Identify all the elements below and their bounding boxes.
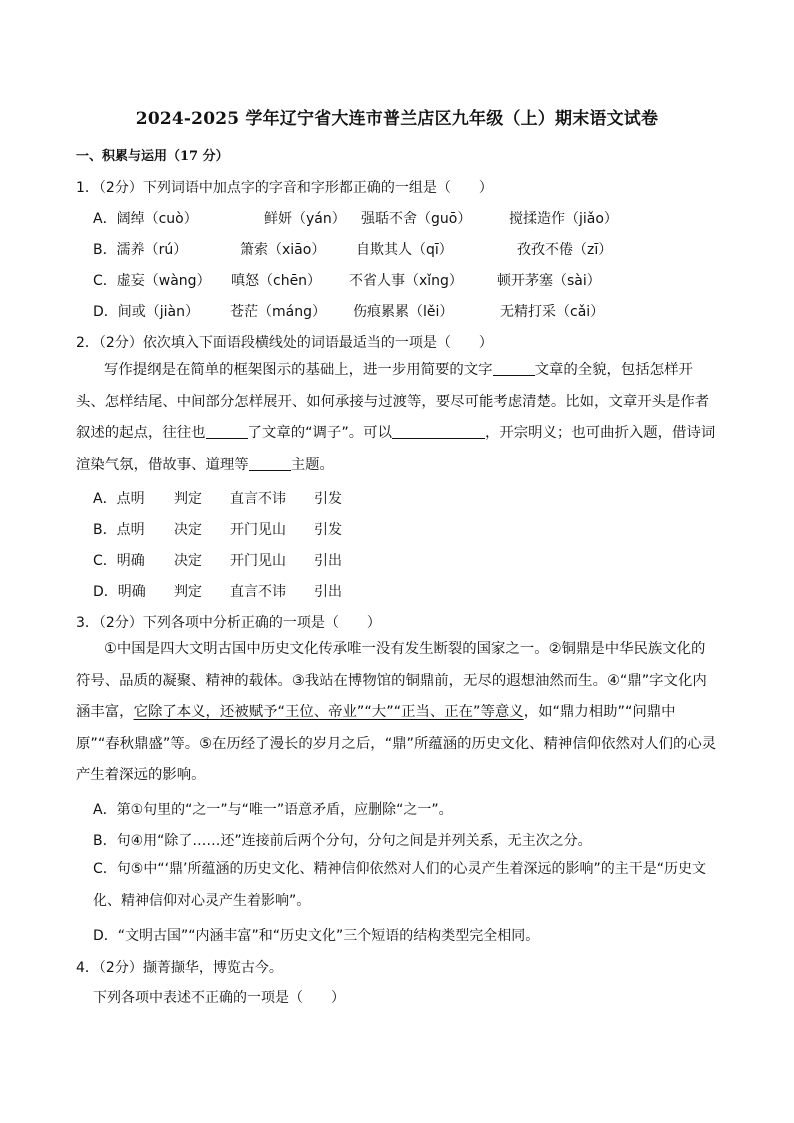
- q1-a-col3: 强聒不舍（guō）: [361, 211, 472, 227]
- q3-option-c: [93, 854, 719, 917]
- blank-1: [493, 361, 535, 376]
- q2-b-col2: 决定: [174, 522, 202, 538]
- q2-passage-part5: 主题。: [290, 456, 334, 473]
- q2-d-col1: D．明确: [93, 584, 146, 600]
- q2-a-col3: 直言不讳: [230, 491, 286, 507]
- q3-underlined-clause: 它除了本义，还被赋予“王位、帝业”“大”“正当、正在”等意义: [133, 704, 524, 720]
- q2-c-col3: 开门见山: [230, 553, 286, 569]
- question-2-stem: 2．（2分）依次填入下面语段横线处的词语最适当的一项是（ ）: [76, 335, 493, 351]
- q2-passage-part3: 了文章的“调子”。可以: [247, 425, 392, 441]
- q2-passage-part2: 文章的全貌，包括怎样开头、怎样结尾、中间部分怎样展开、如何承接与过渡等，要尽可能考虑清楚。比如，文章开头是作者叙述的起点，往往也: [76, 362, 710, 441]
- q1-c-col1: C．虚妄（wàng）: [93, 273, 211, 289]
- q2-passage-part4: ，开宗明义；也可曲折入题，借诗词渲染气氛，借故事、道理等: [76, 425, 716, 473]
- page-title: 2024-2025 学年辽宁省大连市普兰店区九年级（上）期末语文试卷: [135, 109, 659, 129]
- q2-d-col4: 引出: [314, 584, 342, 600]
- q2-b-col1: B．点明: [93, 522, 145, 538]
- q3-option-b: B．句④用“除了……还”连接前后两个分句，分句之间是并列关系，无主次之分。: [93, 833, 592, 849]
- q2-d-col3: 直言不讳: [230, 584, 286, 600]
- q3-option-d: D．“文明古国”“内涵丰富”和“历史文化”三个短语的结构类型完全相同。: [93, 928, 540, 944]
- q1-b-col2: 箫索（xiāo）: [240, 242, 326, 258]
- q2-b-col4: 引发: [314, 522, 342, 538]
- q2-a-col2: 判定: [174, 491, 202, 507]
- question-3-stem: 3．（2分）下列各项中分析正确的一项是（ ）: [76, 615, 381, 631]
- q1-c-col4: 顿开茅塞（sài）: [497, 273, 601, 289]
- q3-passage-part1: ①中国是四大文明古国中历史文化传承唯一没有发生断裂的国家之一。②铜鼎是中华民族文化的符号、品质的凝聚、精神的载体。③我站在博物馆的铜鼎前，无尽的遐想油然而生。④“鼎”字文化内涵丰富，: [76, 641, 707, 720]
- blank-3: [392, 424, 485, 439]
- q2-b-col3: 开门见山: [230, 522, 286, 538]
- q3-option-a: A．第①句里的“之一”与“唯一”语意矛盾，应删除“之一”。: [93, 802, 453, 818]
- q2-passage-part1: 写作提纲是在简单的框架图示的基础上，进一步用简要的文字: [104, 362, 493, 378]
- q1-a-col4: 搅揉造作（jiǎo）: [509, 211, 618, 227]
- q2-a-col4: 引发: [314, 491, 342, 507]
- q2-c-col2: 决定: [174, 553, 202, 569]
- blank-4: [249, 456, 291, 471]
- q2-c-col1: C．明确: [93, 553, 145, 569]
- q1-a-col2: 鲜妍（yán）: [264, 211, 346, 227]
- question-1-stem: 1．（2分）下列词语中加点字的字音和字形都正确的一组是（ ）: [76, 180, 493, 196]
- question-4-subprompt: 下列各项中表述不正确的一项是（ ）: [93, 990, 345, 1006]
- q2-c-col4: 引出: [314, 553, 342, 569]
- q1-c-col3: 不省人事（xǐng）: [349, 273, 463, 289]
- q2-d-col2: 判定: [174, 584, 202, 600]
- q1-b-col3: 自欺其人（qī）: [356, 242, 453, 258]
- q1-c-col2: 嗔怒（chēn）: [231, 273, 322, 289]
- q2-passage: [76, 355, 718, 481]
- q1-b-col4: 孜孜不倦（zī）: [517, 242, 613, 258]
- q1-d-col4: 无精打采（cǎi）: [500, 304, 605, 320]
- section-heading: 一、积累与运用（17 分）: [76, 149, 229, 164]
- q3-option-c-text: C．句⑤中“‘鼎’所蕴涵的历史文化、精神信仰依然对人们的心灵产生着深远的影响”的主干是“历史文化、精神信仰对心灵产生着影响”。: [93, 861, 706, 909]
- q1-a-col1: A．阔绰（cuò）: [93, 211, 198, 227]
- q3-passage: [76, 634, 718, 792]
- q1-d-col2: 苍茫（máng）: [230, 304, 326, 320]
- blank-2: [206, 424, 248, 439]
- q3-passage-part2: ，如“鼎力相助”“问鼎中原”“春秋鼎盛”等。⑤在历经了漫长的岁月之后，“鼎”所蕴涵的历史文化、精神信仰依然对人们的心灵产生着深远的影响。: [76, 704, 717, 783]
- q2-a-col1: A．点明: [93, 491, 145, 507]
- q1-b-col1: B．濡养（rú）: [93, 242, 188, 258]
- question-4-stem: 4．（2分）撷菁撷华，博览古今。: [76, 960, 283, 976]
- q1-d-col1: D．间或（jiàn）: [93, 304, 200, 320]
- q1-d-col3: 伤痕累累（lěi）: [353, 304, 454, 320]
